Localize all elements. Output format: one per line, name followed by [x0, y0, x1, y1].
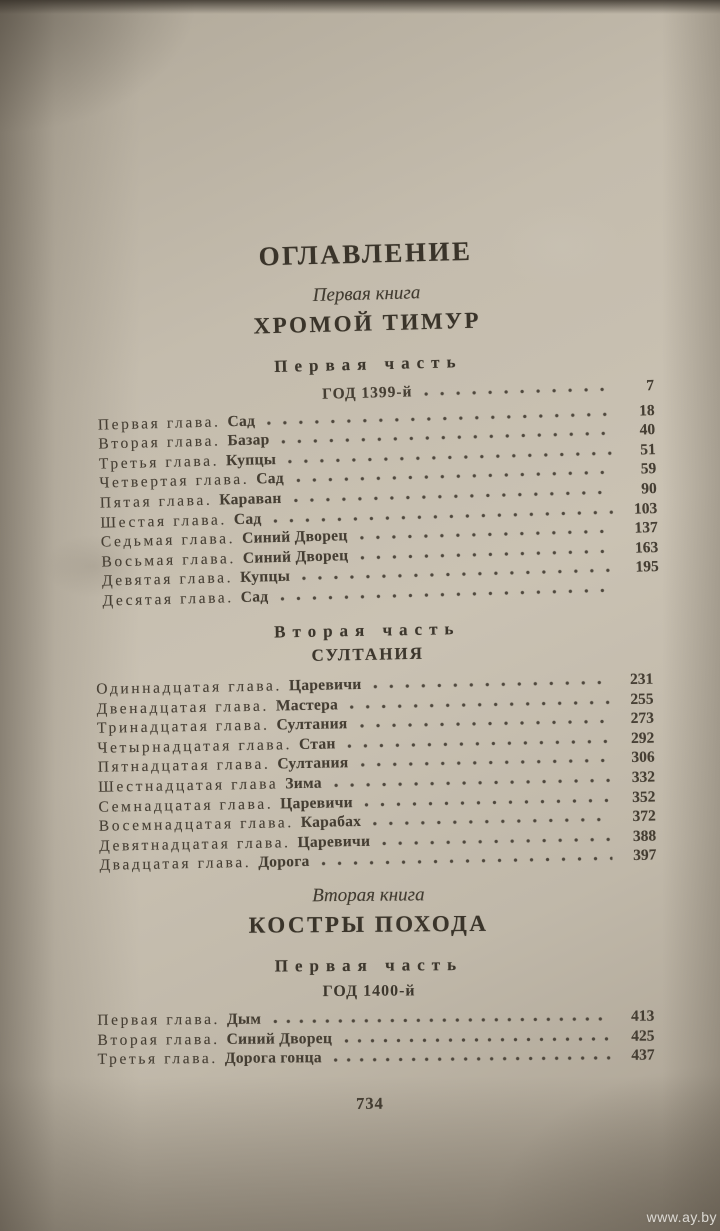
chapter-name: Купцы	[225, 450, 277, 470]
page-number: 90	[640, 480, 657, 498]
chapter-name: Сад	[233, 509, 262, 528]
toc-entry	[85, 1046, 655, 1070]
page-number: 195	[635, 558, 659, 576]
chapter-label: Первая глава.	[97, 1011, 221, 1030]
chapter-name: Дорога	[258, 852, 310, 871]
book1-part1-section	[80, 231, 659, 611]
book1-kicker: Первая книга	[312, 282, 421, 306]
chapter-name: Дым	[226, 1011, 262, 1029]
book2-part1-heading: Первая часть	[274, 955, 464, 976]
chapter-name: Сад	[240, 588, 269, 606]
dot-leader	[273, 1017, 610, 1024]
chapter-label: Восьмая глава.	[101, 549, 237, 571]
chapter-label: Двенадцатая глава.	[96, 696, 270, 717]
chapter-label: Седьмая глава.	[100, 530, 236, 551]
chapter-label: Тринадцатая глава.	[96, 716, 270, 737]
chapter-name: Сад	[256, 470, 285, 488]
dot-leader	[365, 797, 612, 806]
dot-leader	[360, 549, 614, 560]
page-number: 352	[631, 787, 656, 806]
chapter-label: Шестая глава.	[100, 510, 228, 532]
chapter-label: Вторая глава.	[98, 432, 221, 453]
chapter-name: Синий Дворец	[226, 1030, 333, 1048]
chapter-label: Десятая глава.	[102, 589, 234, 610]
book2-title: КОСТРЫ ПОХОДА	[248, 911, 489, 939]
chapter-label: Восемнадцатая глава.	[98, 813, 294, 835]
chapter-name: Сад	[227, 412, 256, 430]
page-number: 163	[634, 538, 659, 557]
chapter-label: Пятая глава.	[99, 491, 213, 512]
chapter-name: Базар	[227, 431, 270, 450]
page-number: 332	[631, 768, 656, 786]
watermark-ay-by: www.ay.by	[646, 1209, 717, 1225]
chapter-name: Царевичи	[288, 675, 362, 694]
dot-leader	[374, 680, 610, 688]
chapter-label: Шестнадцатая глава	[97, 774, 279, 796]
page-number: 273	[630, 709, 655, 727]
page-number: 425	[631, 1027, 655, 1045]
chapter-label: Двадцатая глава.	[99, 853, 252, 874]
book1-part1-list	[85, 401, 660, 612]
chapter-name: Стан	[298, 734, 336, 753]
dot-leader	[360, 529, 614, 540]
chapter-label: Вторая глава.	[97, 1030, 220, 1049]
book1-part2-section	[82, 615, 656, 875]
page-number: 103	[633, 499, 658, 518]
chapter-name: Мастера	[275, 695, 339, 714]
book1-title: ХРОМОЙ ТИМУР	[253, 307, 482, 339]
chapter-label: Одиннадцатая глава.	[96, 676, 283, 698]
chapter-label: Пятнадцатая глава.	[97, 755, 271, 776]
page-number: 231	[629, 670, 654, 688]
page-number: 388	[632, 826, 657, 845]
page-number: 51	[639, 440, 656, 459]
book2-kicker: Вторая книга	[312, 884, 425, 907]
dot-leader	[322, 856, 613, 865]
chapter-label: Третья глава.	[98, 452, 220, 473]
page-number: 18	[638, 401, 655, 420]
dot-leader	[425, 387, 611, 396]
chapter-label: Семнадцатая глава.	[98, 794, 274, 815]
dot-leader	[373, 817, 612, 825]
chapter-name: Султания	[277, 754, 349, 773]
page-number: 437	[631, 1047, 655, 1065]
book1-part1-heading: Первая часть	[273, 352, 463, 377]
dot-leader	[382, 837, 612, 845]
chapter-name: Зима	[285, 774, 322, 792]
dot-leader	[334, 778, 611, 787]
dot-leader	[344, 1037, 610, 1043]
dot-leader	[360, 719, 610, 728]
chapter-name: Караван	[219, 489, 282, 509]
book1-part2-heading: Вторая часть	[273, 618, 461, 642]
chapter-label: Четвертая глава.	[99, 471, 250, 493]
chapter-name: Дорога гонца	[224, 1049, 322, 1068]
chapter-name: Царевичи	[297, 832, 371, 851]
chapter-label: Четырнадцатая глава.	[97, 735, 293, 757]
page-number: 306	[631, 748, 655, 766]
dot-leader	[280, 588, 615, 601]
chapter-name: Царевичи	[280, 793, 354, 812]
chapter-name: Карабах	[300, 812, 362, 831]
page-number: 255	[630, 689, 654, 708]
page-number: 7	[646, 377, 655, 395]
page-number: 372	[632, 807, 656, 825]
toc-title: ОГЛАВЛЕНИЕ	[258, 235, 473, 272]
book2-part1-list	[84, 1007, 654, 1070]
chapter-name: Синий Дворец	[242, 546, 349, 567]
year-1400-heading: ГОД 1400-й	[322, 982, 416, 1001]
dot-leader	[360, 758, 610, 767]
chapter-name: Синий Дворец	[241, 527, 348, 548]
chapter-label: Первая глава.	[97, 413, 221, 434]
dot-leader	[350, 699, 610, 708]
chapter-name: Купцы	[239, 568, 291, 587]
dot-leader	[334, 1057, 611, 1063]
page-number: 40	[639, 421, 656, 439]
toc-content	[84, 235, 659, 1116]
folio-page-number: 734	[356, 1093, 384, 1114]
page-number	[623, 591, 659, 592]
chapter-name: Султания	[276, 714, 348, 734]
page-number: 59	[640, 460, 657, 478]
book1-part2-list	[83, 669, 656, 875]
dot-leader	[348, 739, 611, 748]
page-number: 292	[630, 728, 655, 747]
page-number: 413	[630, 1007, 655, 1026]
chapter-label: Третья глава.	[97, 1050, 218, 1069]
book1-part2-subtitle: СУЛТАНИЯ	[311, 643, 425, 665]
page-number: 397	[633, 846, 657, 864]
chapter-label: Девятнадцатая глава.	[99, 833, 291, 855]
year-1399-label: ГОД 1399-й	[321, 383, 413, 403]
page-number: 137	[634, 519, 658, 537]
book2-section	[83, 883, 655, 1116]
chapter-label: Девятая глава.	[101, 569, 234, 590]
